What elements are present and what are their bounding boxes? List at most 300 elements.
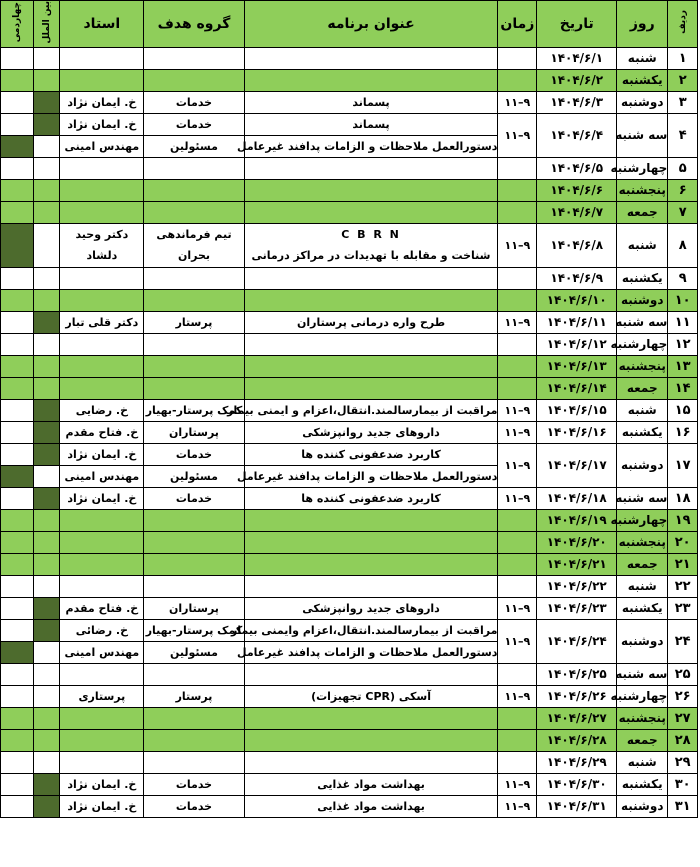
- international-mark: [33, 729, 60, 751]
- header-row-number: ردیف: [668, 1, 698, 48]
- time-cell: [498, 47, 537, 69]
- teacher-cell: مهندس امینی: [60, 641, 144, 663]
- table-row: [1, 399, 698, 421]
- time-cell: ۹–۱۱: [498, 795, 537, 817]
- international-mark: [33, 421, 60, 443]
- group-cell: خدمات: [144, 443, 244, 465]
- row-number: ۳: [668, 91, 698, 113]
- international-mark: [33, 531, 60, 553]
- teacher-cell: [60, 69, 144, 91]
- teacher-cell: پرستاری: [60, 685, 144, 707]
- day-cell: دوشنبه: [617, 795, 668, 817]
- time-cell: ۹–۱۱: [498, 311, 537, 333]
- row-number: ۱۵: [668, 399, 698, 421]
- date-cell: ۱۴۰۴/۶/۲۸: [537, 729, 617, 751]
- teacher-line-1: دکتر وحید: [75, 228, 129, 241]
- group-cell: [144, 751, 244, 773]
- date-cell: ۱۴۰۴/۶/۱۵: [537, 399, 617, 421]
- time-cell: [498, 707, 537, 729]
- row-number: ۱۰: [668, 289, 698, 311]
- table-row: [1, 663, 698, 685]
- title-cell: داروهای جدید روانپزشکی: [244, 597, 498, 619]
- day-cell: پنجشنبه: [617, 707, 668, 729]
- date-cell: ۱۴۰۴/۶/۲۹: [537, 751, 617, 773]
- table-row: [1, 597, 698, 619]
- group-cell: [144, 333, 244, 355]
- group-cell: [144, 729, 244, 751]
- teacher-cell: [60, 333, 144, 355]
- header-day: روز: [617, 1, 668, 48]
- date-cell: ۱۴۰۴/۶/۱۱: [537, 311, 617, 333]
- row-number: ۳۱: [668, 795, 698, 817]
- row-number: ۸: [668, 223, 698, 267]
- date-cell: ۱۴۰۴/۶/۳: [537, 91, 617, 113]
- international-mark: [33, 795, 60, 817]
- teacher-cell: [60, 531, 144, 553]
- time-cell: [498, 751, 537, 773]
- group-cell: [144, 179, 244, 201]
- time-cell: [498, 355, 537, 377]
- date-cell: ۱۴۰۴/۶/۸: [537, 223, 617, 267]
- title-cell: [244, 377, 498, 399]
- day-cell: یکشنبه: [617, 69, 668, 91]
- header-teacher: استاد: [60, 1, 144, 48]
- chahardahomi-mark: [1, 311, 34, 333]
- group-cell: [144, 223, 244, 267]
- row-number: ۳۰: [668, 773, 698, 795]
- time-cell: ۹–۱۱: [498, 399, 537, 421]
- table-row: [1, 47, 698, 69]
- date-cell: ۱۴۰۴/۶/۱۳: [537, 355, 617, 377]
- chahardahomi-mark: [1, 223, 34, 267]
- chahardahomi-mark: [1, 641, 34, 663]
- day-cell: پنجشنبه: [617, 179, 668, 201]
- table-row: [1, 729, 698, 751]
- title-cell: [244, 289, 498, 311]
- row-number: ۱۹: [668, 509, 698, 531]
- group-cell: [144, 289, 244, 311]
- table-row: [1, 113, 698, 135]
- table-row: [1, 421, 698, 443]
- date-cell: ۱۴۰۴/۶/۱: [537, 47, 617, 69]
- row-number: ۲۱: [668, 553, 698, 575]
- international-mark: [33, 773, 60, 795]
- time-cell: ۹–۱۱: [498, 487, 537, 509]
- date-cell: ۱۴۰۴/۶/۴: [537, 113, 617, 157]
- day-cell: یکشنبه: [617, 597, 668, 619]
- time-cell: ۹–۱۱: [498, 91, 537, 113]
- date-cell: ۱۴۰۴/۶/۳۱: [537, 795, 617, 817]
- date-cell: ۱۴۰۴/۶/۶: [537, 179, 617, 201]
- group-cell: کمک پرستار-بهیار: [144, 619, 244, 641]
- international-mark: [33, 465, 60, 487]
- date-cell: ۱۴۰۴/۶/۲: [537, 69, 617, 91]
- chahardahomi-mark: [1, 135, 34, 157]
- time-cell: [498, 575, 537, 597]
- title-cell: [244, 69, 498, 91]
- row-number: ۲۰: [668, 531, 698, 553]
- day-cell: جمعه: [617, 553, 668, 575]
- international-mark: [33, 91, 60, 113]
- title-cell: دستورالعمل ملاحظات و الزامات پدافند غیرعامل: [244, 465, 498, 487]
- chahardahomi-mark: [1, 69, 34, 91]
- chahardahomi-mark: [1, 729, 34, 751]
- title-cell: آسکی (CPR تجهیزات): [244, 685, 498, 707]
- teacher-cell: [60, 201, 144, 223]
- day-cell: جمعه: [617, 729, 668, 751]
- row-number: ۲۴: [668, 619, 698, 663]
- teacher-cell: مهندس امینی: [60, 135, 144, 157]
- chahardahomi-mark: [1, 487, 34, 509]
- international-mark: [33, 619, 60, 641]
- title-line-2: شناخت و مقابله با تهدیدات در مراکز درمانی: [251, 249, 491, 262]
- international-mark: [33, 487, 60, 509]
- day-cell: سه شنبه: [617, 487, 668, 509]
- row-number: ۱: [668, 47, 698, 69]
- chahardahomi-mark: [1, 443, 34, 465]
- table-row: [1, 751, 698, 773]
- date-cell: ۱۴۰۴/۶/۲۰: [537, 531, 617, 553]
- date-cell: ۱۴۰۴/۶/۱۹: [537, 509, 617, 531]
- day-cell: شنبه: [617, 399, 668, 421]
- group-cell: مسئولین: [144, 135, 244, 157]
- teacher-cell: [60, 179, 144, 201]
- international-mark: [33, 47, 60, 69]
- table-row: [1, 179, 698, 201]
- chahardahomi-mark: [1, 399, 34, 421]
- international-mark: [33, 355, 60, 377]
- day-cell: یکشنبه: [617, 773, 668, 795]
- time-cell: [498, 179, 537, 201]
- teacher-cell: [60, 157, 144, 179]
- title-cell: بهداشت مواد غذایی: [244, 795, 498, 817]
- group-cell: [144, 355, 244, 377]
- title-cell: دستورالعمل ملاحظات و الزامات پدافند غیرعامل: [244, 135, 498, 157]
- international-mark: [33, 399, 60, 421]
- teacher-cell: [60, 355, 144, 377]
- date-cell: ۱۴۰۴/۶/۲۶: [537, 685, 617, 707]
- header-chahardahomi: چهاردمی: [1, 1, 34, 48]
- teacher-cell: خ. ایمان نژاد: [60, 443, 144, 465]
- title-cell: [244, 663, 498, 685]
- teacher-cell: [60, 575, 144, 597]
- group-cell: [144, 707, 244, 729]
- group-cell: [144, 553, 244, 575]
- international-mark: [33, 597, 60, 619]
- table-row: [1, 795, 698, 817]
- chahardahomi-mark: [1, 113, 34, 135]
- day-cell: یکشنبه: [617, 267, 668, 289]
- time-cell: [498, 663, 537, 685]
- group-line-2: بحران: [177, 249, 210, 262]
- chahardahomi-mark: [1, 509, 34, 531]
- teacher-cell: خ. ایمان نژاد: [60, 795, 144, 817]
- group-cell: مسئولین: [144, 465, 244, 487]
- title-cell: [244, 355, 498, 377]
- date-cell: ۱۴۰۴/۶/۲۳: [537, 597, 617, 619]
- title-cell: [244, 729, 498, 751]
- title-cell: [244, 333, 498, 355]
- group-cell: [144, 575, 244, 597]
- title-cell: [244, 575, 498, 597]
- time-cell: ۹–۱۱: [498, 223, 537, 267]
- table-row: [1, 157, 698, 179]
- international-mark: [33, 311, 60, 333]
- international-mark: [33, 641, 60, 663]
- chahardahomi-mark: [1, 333, 34, 355]
- date-cell: ۱۴۰۴/۶/۱۷: [537, 443, 617, 487]
- day-cell: چهارشنبه: [617, 157, 668, 179]
- chahardahomi-mark: [1, 47, 34, 69]
- day-cell: سه شنبه: [617, 663, 668, 685]
- row-number: ۱۸: [668, 487, 698, 509]
- teacher-cell: [60, 377, 144, 399]
- day-cell: پنجشنبه: [617, 355, 668, 377]
- group-cell: کمک پرستار-بهیار: [144, 399, 244, 421]
- chahardahomi-mark: [1, 465, 34, 487]
- teacher-cell: [60, 223, 144, 267]
- header-date: تاریخ: [537, 1, 617, 48]
- title-cell: طرح واره درمانی پرستاران: [244, 311, 498, 333]
- day-cell: شنبه: [617, 575, 668, 597]
- date-cell: ۱۴۰۴/۶/۹: [537, 267, 617, 289]
- group-cell: [144, 201, 244, 223]
- teacher-cell: خ. فتاح مقدم: [60, 421, 144, 443]
- table-row: [1, 355, 698, 377]
- teacher-cell: خ. رضائی: [60, 619, 144, 641]
- title-cell: [244, 179, 498, 201]
- chahardahomi-mark: [1, 421, 34, 443]
- row-number: ۲۹: [668, 751, 698, 773]
- international-mark: [33, 179, 60, 201]
- time-cell: [498, 729, 537, 751]
- title-cell: کاربرد ضدعفونی کننده ها: [244, 443, 498, 465]
- time-cell: ۹–۱۱: [498, 773, 537, 795]
- group-cell: پرستار: [144, 685, 244, 707]
- table-row: [1, 685, 698, 707]
- row-number: ۱۶: [668, 421, 698, 443]
- group-cell: [144, 509, 244, 531]
- international-mark: [33, 663, 60, 685]
- group-cell: پرستاران: [144, 597, 244, 619]
- group-cell: [144, 69, 244, 91]
- international-mark: [33, 135, 60, 157]
- table-row: [1, 575, 698, 597]
- teacher-cell: خ. ایمان نژاد: [60, 113, 144, 135]
- chahardahomi-mark: [1, 663, 34, 685]
- row-number: ۶: [668, 179, 698, 201]
- time-cell: [498, 377, 537, 399]
- chahardahomi-mark: [1, 751, 34, 773]
- group-cell: خدمات: [144, 113, 244, 135]
- row-number: ۲۸: [668, 729, 698, 751]
- time-cell: [498, 553, 537, 575]
- time-cell: ۹–۱۱: [498, 443, 537, 487]
- teacher-cell: خ. رضایی: [60, 399, 144, 421]
- group-cell: خدمات: [144, 773, 244, 795]
- title-cell: مراقبت از بیمارسالمند.انتقال،اعزام وایمنی بیمار: [244, 619, 498, 641]
- teacher-cell: [60, 553, 144, 575]
- row-number: ۷: [668, 201, 698, 223]
- row-number: ۲۳: [668, 597, 698, 619]
- table-row: [1, 619, 698, 641]
- international-mark: [33, 553, 60, 575]
- teacher-cell: [60, 267, 144, 289]
- title-cell: [244, 751, 498, 773]
- chahardahomi-mark: [1, 289, 34, 311]
- row-number: ۵: [668, 157, 698, 179]
- date-cell: ۱۴۰۴/۶/۵: [537, 157, 617, 179]
- day-cell: سه شنبه: [617, 311, 668, 333]
- date-cell: ۱۴۰۴/۶/۱۸: [537, 487, 617, 509]
- table-row: [1, 69, 698, 91]
- teacher-cell: خ. ایمان نژاد: [60, 773, 144, 795]
- day-cell: دوشنبه: [617, 289, 668, 311]
- date-cell: ۱۴۰۴/۶/۱۴: [537, 377, 617, 399]
- chahardahomi-mark: [1, 91, 34, 113]
- row-number: ۲۷: [668, 707, 698, 729]
- chahardahomi-mark: [1, 531, 34, 553]
- international-mark: [33, 69, 60, 91]
- teacher-line-2: دلشاد: [86, 249, 118, 262]
- table-row: [1, 91, 698, 113]
- title-cell: [244, 201, 498, 223]
- teacher-cell: خ. ایمان نژاد: [60, 91, 144, 113]
- table-row: [1, 707, 698, 729]
- chahardahomi-mark: [1, 773, 34, 795]
- row-number: ۲۶: [668, 685, 698, 707]
- international-mark: [33, 443, 60, 465]
- international-mark: [33, 223, 60, 267]
- day-cell: یکشنبه: [617, 421, 668, 443]
- international-mark: [33, 707, 60, 729]
- international-mark: [33, 685, 60, 707]
- chahardahomi-mark: [1, 377, 34, 399]
- chahardahomi-mark: [1, 553, 34, 575]
- international-mark: [33, 751, 60, 773]
- group-cell: [144, 377, 244, 399]
- row-number: ۱۷: [668, 443, 698, 487]
- time-cell: ۹–۱۱: [498, 619, 537, 663]
- time-cell: [498, 201, 537, 223]
- group-cell: پرستاران: [144, 421, 244, 443]
- teacher-cell: خ. فتاح مقدم: [60, 597, 144, 619]
- row-number: ۱۲: [668, 333, 698, 355]
- group-cell: پرستار: [144, 311, 244, 333]
- table-row: [1, 267, 698, 289]
- table-row: [1, 201, 698, 223]
- time-cell: ۹–۱۱: [498, 685, 537, 707]
- chahardahomi-mark: [1, 619, 34, 641]
- teacher-cell: [60, 47, 144, 69]
- international-mark: [33, 201, 60, 223]
- table-row: [1, 311, 698, 333]
- table-row: [1, 509, 698, 531]
- teacher-cell: خ. ایمان نژاد: [60, 487, 144, 509]
- day-cell: چهارشنبه: [617, 509, 668, 531]
- teacher-cell: [60, 663, 144, 685]
- chahardahomi-mark: [1, 795, 34, 817]
- title-cell: پسماند: [244, 113, 498, 135]
- international-mark: [33, 509, 60, 531]
- international-mark: [33, 575, 60, 597]
- day-cell: دوشنبه: [617, 91, 668, 113]
- day-cell: جمعه: [617, 377, 668, 399]
- international-mark: [33, 289, 60, 311]
- chahardahomi-mark: [1, 575, 34, 597]
- day-cell: پنجشنبه: [617, 531, 668, 553]
- title-cell: داروهای جدید روانپزشکی: [244, 421, 498, 443]
- table-row: [1, 487, 698, 509]
- title-cell: پسماند: [244, 91, 498, 113]
- international-mark: [33, 377, 60, 399]
- group-cell: مسئولین: [144, 641, 244, 663]
- table-row: [1, 223, 698, 267]
- time-cell: ۹–۱۱: [498, 597, 537, 619]
- date-cell: ۱۴۰۴/۶/۲۴: [537, 619, 617, 663]
- title-cell: [244, 509, 498, 531]
- time-cell: [498, 157, 537, 179]
- title-cell: [244, 223, 498, 267]
- time-cell: [498, 531, 537, 553]
- day-cell: جمعه: [617, 201, 668, 223]
- time-cell: [498, 69, 537, 91]
- group-line-1: تیم فرماندهی: [156, 228, 232, 241]
- chahardahomi-mark: [1, 267, 34, 289]
- row-number: ۱۱: [668, 311, 698, 333]
- day-cell: چهارشنبه: [617, 685, 668, 707]
- chahardahomi-mark: [1, 157, 34, 179]
- group-cell: [144, 663, 244, 685]
- group-cell: [144, 157, 244, 179]
- header-group: گروه هدف: [144, 1, 244, 48]
- row-number: ۱۴: [668, 377, 698, 399]
- title-cell: دستورالعمل ملاحظات و الزامات پدافند غیرعامل: [244, 641, 498, 663]
- chahardahomi-mark: [1, 355, 34, 377]
- time-cell: [498, 289, 537, 311]
- teacher-cell: [60, 751, 144, 773]
- chahardahomi-mark: [1, 685, 34, 707]
- table-row: [1, 773, 698, 795]
- title-cell: [244, 47, 498, 69]
- title-cell: [244, 267, 498, 289]
- teacher-cell: [60, 509, 144, 531]
- chahardahomi-mark: [1, 179, 34, 201]
- title-cell: [244, 707, 498, 729]
- time-cell: [498, 333, 537, 355]
- teacher-cell: [60, 707, 144, 729]
- group-cell: خدمات: [144, 795, 244, 817]
- table-row: [1, 377, 698, 399]
- group-cell: [144, 267, 244, 289]
- table-row: [1, 531, 698, 553]
- day-cell: دوشنبه: [617, 443, 668, 487]
- day-cell: دوشنبه: [617, 619, 668, 663]
- day-cell: سه شنبه: [617, 113, 668, 157]
- row-number: ۱۳: [668, 355, 698, 377]
- title-cell: بهداشت مواد غذایی: [244, 773, 498, 795]
- teacher-cell: دکتر قلی تبار: [60, 311, 144, 333]
- group-cell: [144, 531, 244, 553]
- title-cell: [244, 157, 498, 179]
- teacher-cell: مهندس امینی: [60, 465, 144, 487]
- day-cell: چهارشنبه: [617, 333, 668, 355]
- row-number: ۲: [668, 69, 698, 91]
- table-row: [1, 443, 698, 465]
- international-mark: [33, 113, 60, 135]
- day-cell: شنبه: [617, 223, 668, 267]
- time-cell: ۹–۱۱: [498, 421, 537, 443]
